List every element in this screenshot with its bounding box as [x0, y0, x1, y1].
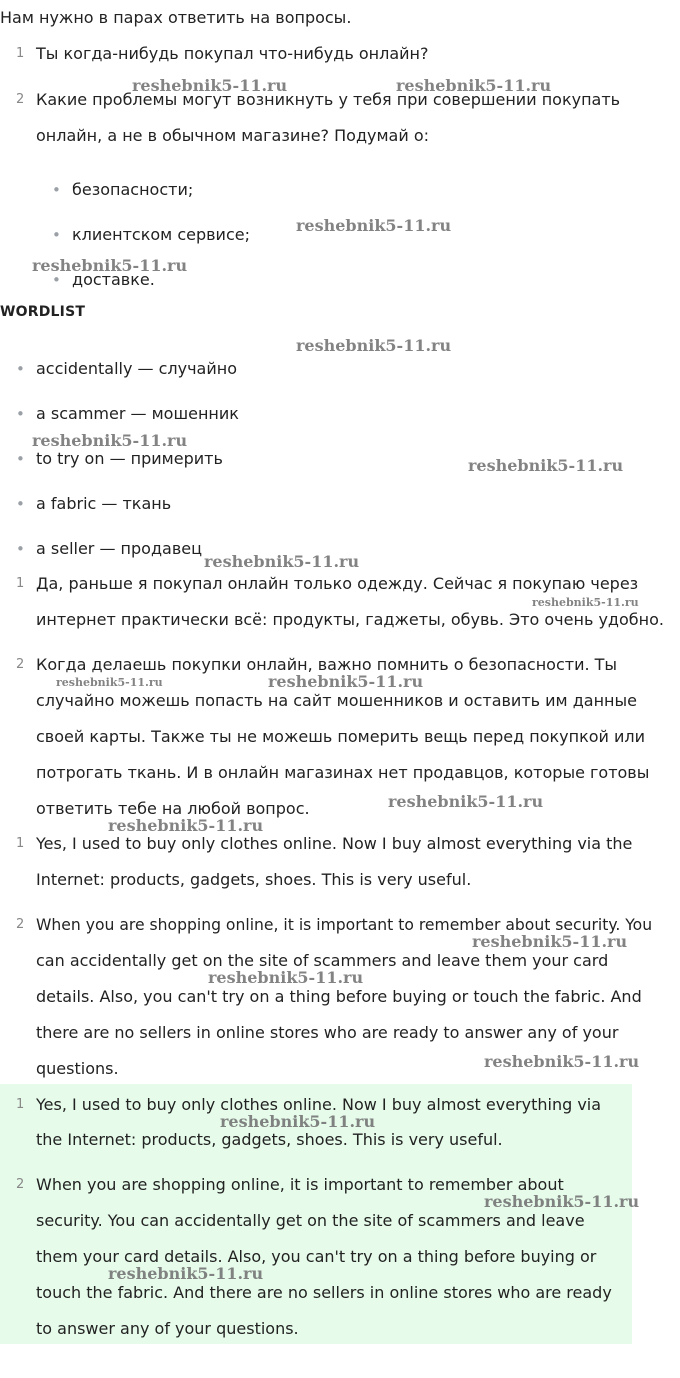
list-item: доставке. [72, 270, 155, 289]
bullet-dot: • [52, 271, 61, 289]
answer-line: can accidentally get on the site of scammers and leave them your card [36, 951, 609, 970]
watermark: reshebnik5-11.ru [484, 1192, 640, 1211]
answer-line: security. You can accidentally get on the site of scammers and leave [36, 1211, 585, 1230]
answer-line: Yes, I used to buy only clothes online. Now I buy almost everything via [36, 1095, 602, 1114]
answer-line: the Internet: products, gadgets, shoes. This is very useful. [36, 1130, 503, 1149]
wordlist-item: to try on — примерить [36, 449, 223, 468]
wordlist-item: a seller — продавец [36, 539, 202, 558]
watermark: reshebnik5-11.ru [56, 676, 163, 689]
watermark: reshebnik5-11.ru [396, 76, 552, 95]
bullet-dot: • [16, 540, 25, 558]
answer-line: to answer any of your questions. [36, 1319, 299, 1338]
wordlist-item: a fabric — ткань [36, 494, 172, 513]
answer-number: 1 [16, 1097, 25, 1112]
question-line: онлайн, а не в обычном магазине? Подумай о: [36, 126, 430, 145]
watermark: reshebnik5-11.ru [208, 968, 364, 987]
watermark: reshebnik5-11.ru [296, 336, 452, 355]
answer-line: своей карты. Также ты не можешь померить вещь перед покупкой или [36, 727, 646, 746]
bullet-dot: • [16, 495, 25, 513]
watermark: reshebnik5-11.ru [468, 456, 624, 475]
bullet-dot: • [52, 181, 61, 199]
watermark: reshebnik5-11.ru [32, 256, 188, 275]
watermark: reshebnik5-11.ru [472, 932, 628, 951]
question-line: Какие проблемы могут возникнуть у тебя при совершении покупать [36, 90, 621, 109]
answer-line: потрогать ткань. И в онлайн магазинах нет продавцов, которые готовы [36, 763, 650, 782]
question-number: 2 [16, 92, 25, 107]
bullet-dot: • [16, 405, 25, 423]
watermark: reshebnik5-11.ru [296, 216, 452, 235]
watermark: reshebnik5-11.ru [220, 1112, 376, 1131]
answer-line: there are no sellers in online stores who are ready to answer any of your [36, 1023, 619, 1042]
watermark: reshebnik5-11.ru [32, 431, 188, 450]
watermark: reshebnik5-11.ru [108, 1264, 264, 1283]
watermark: reshebnik5-11.ru [484, 1052, 640, 1071]
answer-line: When you are shopping online, it is important to remember about [36, 1175, 564, 1194]
question-line: Ты когда-нибудь покупал что-нибудь онлайн? [36, 44, 429, 63]
answer-number: 1 [16, 576, 25, 591]
answer-line: them your card details. Also, you can't try on a thing before buying or [36, 1247, 597, 1266]
list-item: клиентском сервисе; [72, 225, 250, 244]
answer-line: touch the fabric. And there are no sellers in online stores who are ready [36, 1283, 612, 1302]
answer-line: When you are shopping online, it is important to remember about security. You [36, 916, 653, 934]
question-number: 1 [16, 46, 25, 61]
watermark: reshebnik5-11.ru [204, 552, 360, 571]
wordlist-item: accidentally — случайно [36, 359, 237, 378]
answer-line: Когда делаешь покупки онлайн, важно помнить о безопасности. Ты [36, 655, 618, 674]
answer-line: questions. [36, 1059, 119, 1078]
intro-text: Нам нужно в парах ответить на вопросы. [0, 8, 352, 27]
answer-line: details. Also, you can't try on a thing before buying or touch the fabric. And [36, 987, 642, 1006]
answer-line: интернет практически всё: продукты, гаджеты, обувь. Это очень удобно. [36, 610, 664, 629]
bullet-dot: • [52, 226, 61, 244]
watermark: reshebnik5-11.ru [268, 672, 424, 691]
watermark: reshebnik5-11.ru [132, 76, 288, 95]
list-item: безопасности; [72, 180, 194, 199]
answer-number: 2 [16, 917, 25, 932]
answer-number: 2 [16, 1177, 25, 1192]
answer-line: случайно можешь попасть на сайт мошенников и оставить им данные [36, 691, 637, 710]
watermark: reshebnik5-11.ru [108, 816, 264, 835]
answer-line: ответить тебе на любой вопрос. [36, 799, 310, 818]
answer-number: 1 [16, 836, 25, 851]
wordlist-item: a scammer — мошенник [36, 404, 239, 423]
watermark: reshebnik5-11.ru [388, 792, 544, 811]
bullet-dot: • [16, 360, 25, 378]
answer-line: Yes, I used to buy only clothes online. Now I buy almost everything via the [36, 834, 633, 853]
watermark: reshebnik5-11.ru [532, 596, 639, 609]
wordlist-title: WORDLIST [0, 304, 86, 320]
answer-line: Да, раньше я покупал онлайн только одежду. Сейчас я покупаю через [36, 574, 639, 593]
bullet-dot: • [16, 450, 25, 468]
answer-number: 2 [16, 657, 25, 672]
answer-line: Internet: products, gadgets, shoes. This is very useful. [36, 870, 472, 889]
